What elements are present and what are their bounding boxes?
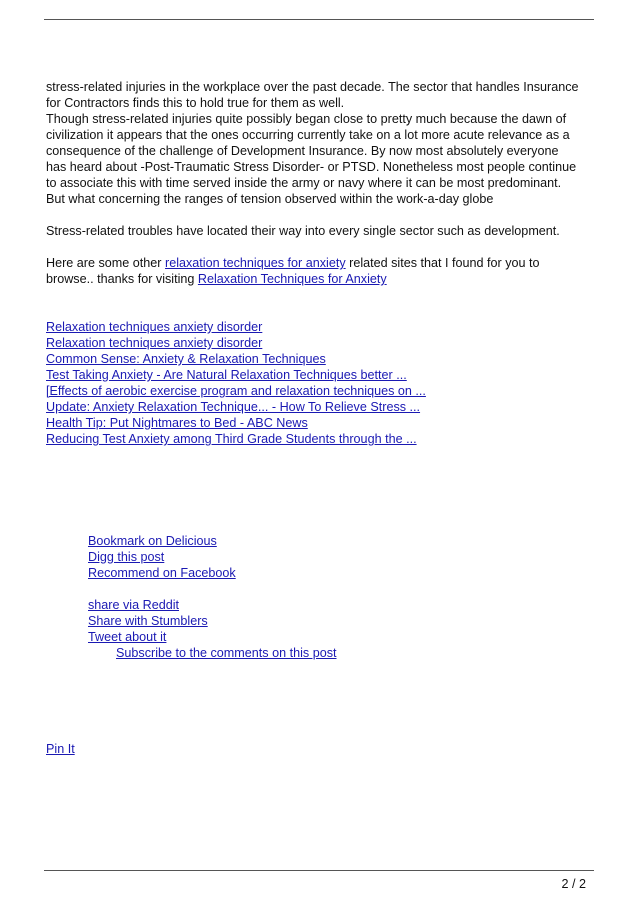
related-link[interactable]: Reducing Test Anxiety among Third Grade Students through the ...: [46, 432, 417, 446]
stumbleupon-share-link[interactable]: Share with Stumblers: [88, 614, 208, 628]
document-body: [46, 79, 594, 447]
para3-middle: related sites that I found for you to: [345, 256, 540, 270]
related-link[interactable]: Relaxation techniques anxiety disorder: [46, 320, 263, 334]
related-link[interactable]: [Effects of aerobic exercise program and relaxation techniques on ...: [46, 384, 426, 398]
site-home-link[interactable]: Relaxation Techniques for Anxiety: [197, 272, 387, 286]
para3-prefix: Here are some other: [46, 256, 165, 270]
body-paragraph-1: stress-related injuries in the workplace over the past decade. The sector that handles Insurance for Contractors finds this to hold true for them as well. Though stress-related injuries quite possibly began close to pretty much because the dawn of civilization it appears that the ones occurring currently take on a lot more acute relevance as a consequence of the challenge of Development Insurance. By now most absolutely everyone has heard about -Post-Traumatic Stress Disorder- or PTSD. Nonetheless most people continue to associate this with time served inside the army or navy where it can be most predominant. But what concerning the ranges of tension observed within the work-a-day globe: [46, 80, 579, 206]
digg-link[interactable]: Digg this post: [88, 550, 165, 564]
tweet-link[interactable]: Tweet about it: [88, 630, 167, 644]
subscribe-comments-link[interactable]: Subscribe to the comments on this post: [116, 646, 337, 660]
relaxation-techniques-link[interactable]: relaxation techniques for anxiety: [165, 256, 346, 270]
related-link[interactable]: Update: Anxiety Relaxation Technique... - How To Relieve Stress ...: [46, 400, 421, 414]
bottom-rule: [44, 870, 594, 871]
facebook-recommend-link[interactable]: Recommend on Facebook: [88, 566, 236, 580]
related-link[interactable]: Health Tip: Put Nightmares to Bed - ABC News: [46, 416, 308, 430]
body-paragraph-3: [46, 255, 594, 287]
reddit-share-link[interactable]: share via Reddit: [88, 598, 180, 612]
pin-it-link[interactable]: Pin It: [46, 742, 75, 756]
related-link[interactable]: Relaxation techniques anxiety disorder: [46, 336, 263, 350]
share-links: [88, 533, 337, 661]
body-paragraph-2: Stress-related troubles have located their way into every single sector such as development.: [46, 224, 560, 238]
related-link[interactable]: Test Taking Anxiety - Are Natural Relaxation Techniques better ...: [46, 368, 407, 382]
para3-line2-prefix: browse.. thanks for visiting: [46, 272, 198, 286]
page-number: 2 / 2: [561, 877, 586, 891]
related-link[interactable]: Common Sense: Anxiety & Relaxation Techniques: [46, 352, 326, 366]
top-rule: [44, 19, 594, 20]
related-links-list: [46, 319, 594, 447]
bookmark-delicious-link[interactable]: Bookmark on Delicious: [88, 534, 217, 548]
